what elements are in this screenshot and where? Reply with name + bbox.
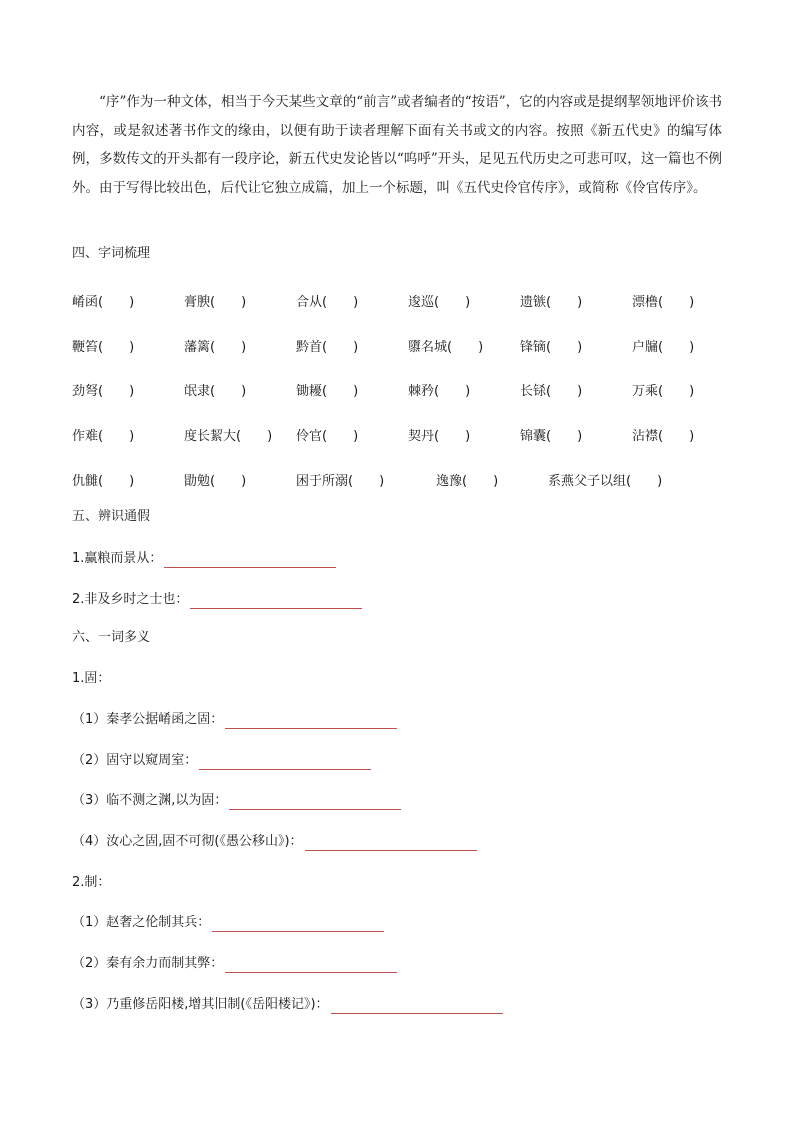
answer-blank[interactable] xyxy=(190,594,362,609)
vocab-item: 契丹( ) xyxy=(408,429,471,444)
answer-blank[interactable] xyxy=(305,836,477,851)
polysemy-item: （2）固守以窥周室： xyxy=(72,752,371,770)
section-5-title: 五、辨识通假 xyxy=(72,509,151,524)
answer-blank[interactable] xyxy=(199,755,371,770)
vocab-item: 锋镝( ) xyxy=(520,340,583,355)
vocab-item: 棘矜( ) xyxy=(408,384,471,399)
vocab-item: 合从( ) xyxy=(296,295,359,310)
vocab-item: 膏腴( ) xyxy=(184,295,247,310)
section-4-title: 四、字词梳理 xyxy=(72,246,151,261)
answer-blank[interactable] xyxy=(212,917,384,932)
vocab-item: 作难( ) xyxy=(72,429,135,444)
polysemy-item: （1）赵奢之伦制其兵： xyxy=(72,914,384,932)
answer-blank[interactable] xyxy=(331,999,503,1014)
vocab-item: 劲弩( ) xyxy=(72,384,135,399)
polysemy-item: （1）秦孝公据崤函之固： xyxy=(72,711,397,729)
polysemy-head-zhi: 2.制： xyxy=(72,875,111,890)
vocab-item: 伶官( ) xyxy=(296,429,359,444)
vocab-item: 困于所溺( ) xyxy=(296,474,385,489)
polysemy-item: （3）临不测之渊,以为固： xyxy=(72,792,401,810)
vocab-item: 勖勉( ) xyxy=(184,474,247,489)
vocab-item: 逸豫( ) xyxy=(436,474,499,489)
polysemy-item: （4）汝心之固,固不可彻(《愚公移山》)： xyxy=(72,833,477,851)
vocab-item: 鞭笞( ) xyxy=(72,340,135,355)
intro-text: “序”作为一种文体，相当于今天某些文章的“前言”或者编者的“按语”，它的内容或是提纲挈领地评价该书内容，或是叙述著书作文的缘由，以便有助于读者理解下面有关书或文的内容。按照《新五代史》的编写体例，多数传文的开头都有一段序论，新五代史发论皆以“呜呼”开头，足见五代历史之可悲可叹，这一篇也不例外。由于写得比较出色，后代让它独立成篇，加上一个标题，叫《五代史伶官传序》，或简称《伶官传序》。 xyxy=(72,94,722,196)
vocab-item: 沾襟( ) xyxy=(632,429,695,444)
vocab-item: 遗镞( ) xyxy=(520,295,583,310)
vocab-item: 黔首( ) xyxy=(296,340,359,355)
vocab-item: 系燕父子以组( ) xyxy=(548,474,663,489)
vocab-item: 仇雠( ) xyxy=(72,474,135,489)
polysemy-item: （3）乃重修岳阳楼,增其旧制(《岳阳楼记》)： xyxy=(72,996,503,1014)
vocab-item: 氓隶( ) xyxy=(184,384,247,399)
vocab-item: 藩篱( ) xyxy=(184,340,247,355)
section-6-title: 六、一词多义 xyxy=(72,630,151,645)
intro-paragraph xyxy=(72,88,722,202)
vocab-item: 逡巡( ) xyxy=(408,295,471,310)
vocab-item: 隳名城( ) xyxy=(408,340,484,355)
answer-blank[interactable] xyxy=(229,795,401,810)
answer-blank[interactable] xyxy=(164,553,336,568)
answer-blank[interactable] xyxy=(225,714,397,729)
vocab-item: 锦囊( ) xyxy=(520,429,583,444)
answer-blank[interactable] xyxy=(225,958,397,973)
vocab-item: 漂橹( ) xyxy=(632,295,695,310)
polysemy-item: （2）秦有余力而制其弊： xyxy=(72,955,397,973)
vocab-item: 万乘( ) xyxy=(632,384,695,399)
tongjia-item-1: 1.赢粮而景从： xyxy=(72,550,336,568)
vocab-item: 户牖( ) xyxy=(632,340,695,355)
vocab-item: 长铩( ) xyxy=(520,384,583,399)
polysemy-head-gu: 1.固： xyxy=(72,671,111,686)
vocab-item: 崤函( ) xyxy=(72,295,135,310)
tongjia-item-2: 2.非及乡时之士也： xyxy=(72,591,362,609)
vocab-item: 锄耰( ) xyxy=(296,384,359,399)
vocab-item: 度长絜大( ) xyxy=(184,429,273,444)
